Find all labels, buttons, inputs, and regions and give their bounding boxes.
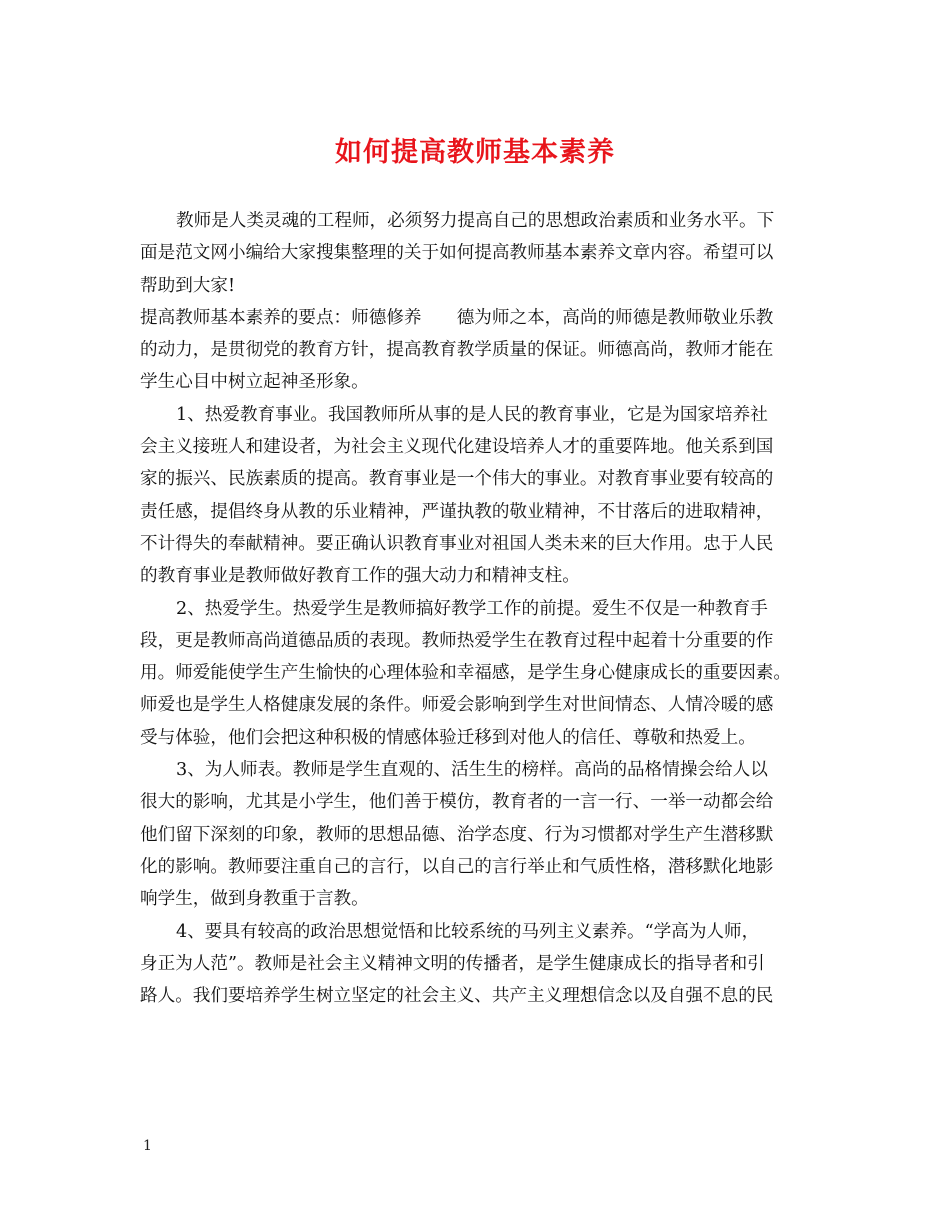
- text-line: 4、要具有较高的政治思想觉悟和比较系统的马列主义素养。“学高为人师，: [176, 921, 760, 942]
- page-number: 1: [143, 1138, 152, 1154]
- text-line: 的动力，是贯彻党的教育方针，提高教育教学质量的保证。师德高尚，教师才能在: [140, 340, 774, 361]
- text-line: 2、热爱学生。热爱学生是教师搞好教学工作的前提。爱生不仅是一种教育手: [176, 598, 768, 619]
- text-line: 他们留下深刻的印象，教师的思想品德、治学态度、行为习惯都对学生产生潜移默: [140, 824, 774, 845]
- text-line: 很大的影响，尤其是小学生，他们善于模仿，教育者的一言一行、一举一动都会给: [140, 792, 774, 813]
- text-line: 的教育事业是教师做好教育工作的强大动力和精神支柱。: [140, 566, 580, 587]
- text-line: 响学生，做到身教重于言教。: [140, 889, 369, 910]
- text-line: 会主义接班人和建设者，为社会主义现代化建设培养人才的重要阵地。他关系到国: [140, 437, 774, 458]
- text-line: 1、热爱教育事业。我国教师所从事的是人民的教育事业，它是为国家培养社: [176, 404, 768, 425]
- text-line: 用。师爱能使学生产生愉快的心理体验和幸福感，是学生身心健康成长的重要因素。: [140, 663, 791, 684]
- text-line: 3、为人师表。教师是学生直观的、活生生的榜样。高尚的品格情操会给人以: [176, 760, 768, 781]
- text-line: 责任感，提倡终身从教的乐业精神，严谨执教的敬业精神，不甘落后的进取精神，: [140, 501, 774, 522]
- text-line: 路人。我们要培养学生树立坚定的社会主义、共产主义理想信念以及自强不息的民: [140, 986, 774, 1007]
- body-text: [140, 205, 812, 1012]
- text-line: 化的影响。教师要注重自己的言行，以自己的言行举止和气质性格，潜移默化地影: [140, 856, 774, 877]
- page-title: 如何提高教师基本素养: [335, 137, 615, 168]
- text-line: 身正为人范”。教师是社会主义精神文明的传播者，是学生健康成长的指导者和引: [140, 953, 765, 974]
- text-line: 不计得失的奉献精神。要正确认识教育事业对祖国人类未来的巨大作用。忠于人民: [140, 533, 774, 554]
- text-line: 提高教师基本素养的要点：师德修养 德为师之本，高尚的师德是教师敬业乐教: [140, 307, 774, 328]
- text-line: 面是范文网小编给大家搜集整理的关于如何提高教师基本素养文章内容。希望可以: [140, 243, 774, 264]
- text-line: 学生心目中树立起神圣形象。: [140, 372, 369, 393]
- text-line: 受与体验，他们会把这种积极的情感体验迁移到对他人的信任、尊敬和热爱上。: [140, 727, 756, 748]
- text-line: 教师是人类灵魂的工程师，必须努力提高自己的思想政治素质和业务水平。下: [176, 211, 775, 231]
- text-line: 家的振兴、民族素质的提高。教育事业是一个伟大的事业。对教育事业要有较高的: [140, 469, 774, 490]
- text-line: 段，更是教师高尚道德品质的表现。教师热爱学生在教育过程中起着十分重要的作: [140, 630, 774, 651]
- text-line: 师爱也是学生人格健康发展的条件。师爱会影响到学生对世间情态、人情冷暖的感: [140, 695, 774, 716]
- text-line: 帮助到大家!: [140, 275, 236, 296]
